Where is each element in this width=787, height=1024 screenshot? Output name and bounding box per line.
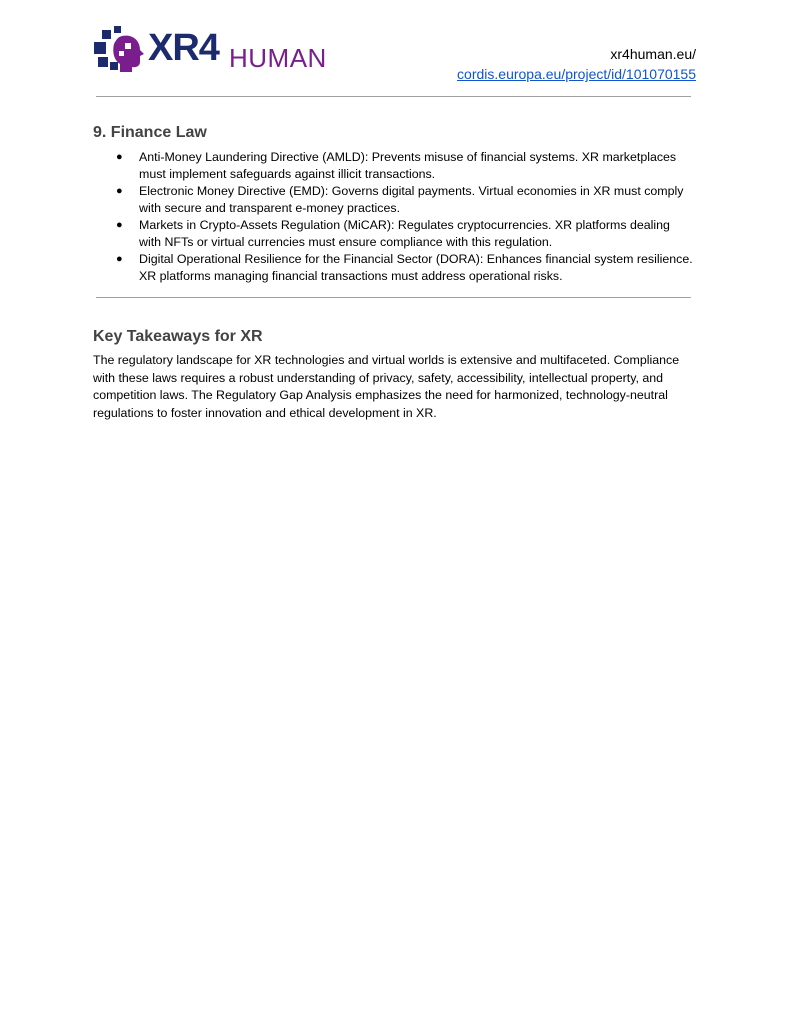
list-item-text: Electronic Money Directive (EMD): Governs digital payments. Virtual economies in XR must comply with secure and transparent e-money practices.: [139, 184, 684, 215]
bullet-icon: ●: [116, 219, 123, 231]
key-takeaways-heading: Key Takeaways for XR: [93, 328, 263, 345]
list-item: [115, 183, 695, 217]
xr4human-logo-icon: [92, 24, 148, 74]
list-item: [115, 217, 695, 251]
bullet-icon: ●: [116, 151, 123, 163]
cordis-project-link[interactable]: cordis.europa.eu/project/id/101070155: [457, 66, 696, 82]
finance-law-heading: 9. Finance Law: [93, 124, 207, 141]
finance-law-list: [115, 149, 695, 285]
bullet-icon: ●: [116, 253, 123, 265]
xr4human-logo: [92, 24, 332, 74]
bullet-icon: ●: [116, 185, 123, 197]
key-takeaways-paragraph: The regulatory landscape for XR technologies and virtual worlds is extensive and multifaceted. Compliance with these laws requires a robust understanding of privacy, safety, accessibility, intellectual property, and competition laws. The Regulatory Gap Analysis emphasizes the need for harmonized, technology-neutral regulations to foster innovation and ethical development in XR.: [93, 353, 680, 420]
list-item-text: Markets in Crypto-Assets Regulation (MiCAR): Regulates cryptocurrencies. XR platforms dealing with NFTs or virtual currencies must ensure compliance with this regulation.: [139, 218, 670, 249]
logo-text-human: HUMAN: [229, 43, 327, 73]
list-item-text: Digital Operational Resilience for the Financial Sector (DORA): Enhances financial system resilience. XR platforms managing financial transactions must address operational risks.: [139, 252, 693, 283]
site-url: xr4human.eu/: [610, 46, 696, 62]
logo-text-xr4: XR4: [148, 27, 219, 69]
header-links: [457, 44, 696, 84]
header-divider: [96, 96, 691, 97]
section-divider: [96, 297, 691, 298]
list-item-text: Anti-Money Laundering Directive (AMLD): Prevents misuse of financial systems. XR marketplaces must implement safeguards against illicit transactions.: [139, 150, 677, 181]
page-header: [92, 22, 696, 82]
list-item: [115, 251, 695, 285]
list-item: [115, 149, 695, 183]
